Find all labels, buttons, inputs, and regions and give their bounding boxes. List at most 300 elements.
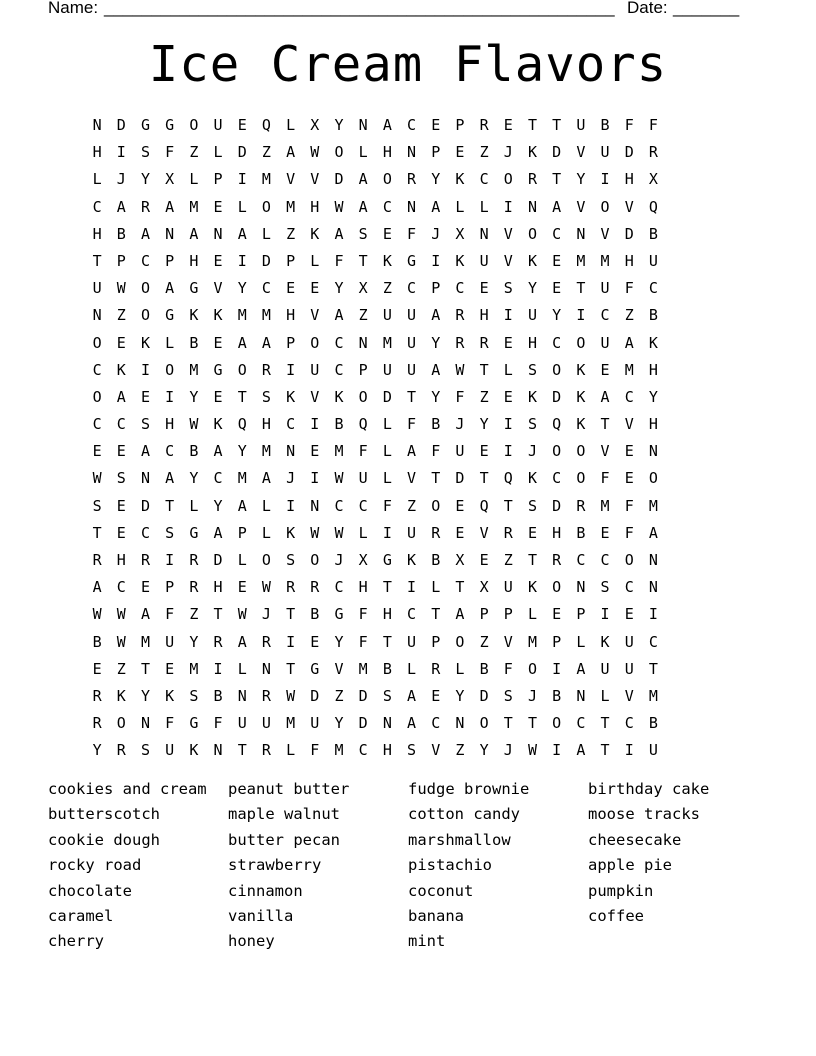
grid-letter: E — [503, 333, 513, 352]
grid-row — [85, 522, 666, 549]
grid-letter: A — [213, 523, 223, 542]
grid-row — [85, 739, 666, 766]
grid-letter: H — [648, 360, 658, 379]
grid-row — [85, 250, 666, 277]
grid-letter: E — [431, 686, 441, 705]
grid-letter: T — [286, 605, 296, 624]
word-bank-item: banana — [408, 906, 464, 925]
grid-letter: H — [189, 251, 199, 270]
grid-letter: A — [237, 496, 247, 515]
grid-letter: U — [455, 442, 465, 461]
word-bank-item: coconut — [408, 881, 474, 900]
grid-row — [85, 386, 666, 413]
grid-letter: R — [261, 632, 271, 651]
grid-letter: D — [624, 143, 634, 162]
grid-letter: G — [213, 360, 223, 379]
grid-letter: F — [358, 442, 368, 461]
grid-letter: P — [431, 632, 441, 651]
grid-letter: P — [358, 360, 368, 379]
grid-letter: A — [165, 469, 175, 488]
grid-letter: A — [407, 442, 417, 461]
grid-letter: F — [624, 279, 634, 298]
grid-letter: N — [576, 578, 586, 597]
grid-letter: U — [527, 306, 537, 325]
grid-letter: Y — [527, 279, 537, 298]
grid-letter: A — [286, 143, 296, 162]
grid-letter: M — [237, 306, 247, 325]
grid-letter: K — [576, 415, 586, 434]
grid-letter: X — [455, 224, 465, 243]
grid-letter: Y — [92, 741, 102, 760]
grid-letter: A — [576, 659, 586, 678]
grid-letter: I — [407, 578, 417, 597]
grid-letter: B — [600, 116, 610, 134]
grid-letter: A — [261, 469, 271, 488]
grid-letter: K — [407, 551, 417, 569]
grid-letter: O — [310, 551, 320, 569]
grid-letter: Z — [286, 224, 296, 243]
grid-letter: V — [479, 523, 489, 542]
grid-letter: H — [552, 523, 562, 542]
grid-letter: B — [213, 686, 223, 705]
grid-letter: I — [165, 551, 175, 569]
grid-letter: E — [286, 279, 296, 298]
grid-row — [85, 685, 666, 712]
grid-letter: W — [286, 686, 296, 705]
grid-letter: V — [407, 469, 417, 488]
grid-letter: P — [165, 251, 175, 270]
grid-letter: S — [286, 551, 296, 569]
grid-letter: R — [261, 686, 271, 705]
grid-letter: E — [140, 578, 150, 597]
grid-letter: E — [165, 659, 175, 678]
grid-letter: I — [552, 741, 562, 760]
grid-letter: G — [189, 523, 199, 542]
grid-letter: M — [286, 714, 296, 733]
grid-letter: A — [237, 224, 247, 243]
grid-letter: C — [600, 306, 610, 325]
grid-letter: Z — [455, 741, 465, 760]
grid-letter: C — [479, 170, 489, 189]
grid-letter: X — [455, 551, 465, 569]
grid-letter: T — [552, 116, 562, 134]
grid-letter: E — [455, 143, 465, 162]
grid-letter: E — [431, 116, 441, 134]
grid-letter: P — [552, 632, 562, 651]
grid-letter: E — [213, 197, 223, 216]
grid-letter: C — [334, 333, 344, 352]
grid-letter: Q — [261, 116, 271, 134]
grid-letter: G — [334, 605, 344, 624]
grid-letter: U — [261, 714, 271, 733]
grid-letter: L — [382, 442, 392, 461]
grid-letter: I — [165, 387, 175, 406]
grid-letter: C — [213, 469, 223, 488]
grid-letter: E — [552, 251, 562, 270]
grid-letter: E — [624, 442, 634, 461]
grid-letter: F — [624, 496, 634, 515]
grid-letter: L — [503, 360, 513, 379]
grid-letter: W — [116, 279, 126, 298]
grid-letter: C — [407, 116, 417, 134]
grid-letter: H — [213, 578, 223, 597]
word-bank-item: coffee — [588, 906, 644, 925]
grid-letter: T — [165, 496, 175, 515]
grid-letter: N — [648, 551, 658, 569]
word-bank-item: caramel — [48, 906, 114, 925]
grid-letter: L — [237, 197, 247, 216]
grid-letter: L — [431, 578, 441, 597]
word-bank-item: vanilla — [228, 906, 294, 925]
grid-letter: O — [334, 143, 344, 162]
grid-row — [85, 304, 666, 331]
word-bank-item: butter pecan — [228, 830, 340, 849]
grid-letter: Z — [382, 279, 392, 298]
grid-letter: I — [576, 306, 586, 325]
grid-letter: B — [648, 714, 658, 733]
grid-letter: Y — [479, 741, 489, 760]
grid-letter: I — [503, 197, 513, 216]
grid-row — [85, 413, 666, 440]
grid-letter: K — [213, 306, 223, 325]
grid-letter: F — [624, 523, 634, 542]
grid-letter: H — [624, 251, 634, 270]
grid-letter: E — [600, 360, 610, 379]
grid-letter: K — [648, 333, 658, 352]
grid-letter: T — [455, 578, 465, 597]
word-bank-item: peanut butter — [228, 780, 350, 798]
grid-letter: R — [261, 741, 271, 760]
grid-letter: I — [116, 143, 126, 162]
grid-letter: H — [382, 605, 392, 624]
grid-letter: O — [600, 197, 610, 216]
grid-letter: N — [213, 224, 223, 243]
word-bank-item: cookies and cream — [48, 780, 207, 798]
word-bank-item: cheesecake — [588, 830, 682, 849]
grid-letter: F — [310, 741, 320, 760]
grid-letter: I — [624, 741, 634, 760]
grid-letter: U — [310, 714, 320, 733]
grid-letter: E — [552, 279, 562, 298]
grid-letter: R — [479, 333, 489, 352]
grid-letter: K — [334, 387, 344, 406]
grid-letter: T — [527, 714, 537, 733]
grid-letter: V — [310, 170, 320, 189]
grid-letter: B — [116, 224, 126, 243]
grid-letter: O — [140, 279, 150, 298]
grid-letter: E — [455, 523, 465, 542]
grid-letter: R — [648, 143, 658, 162]
grid-letter: B — [189, 333, 199, 352]
grid-letter: D — [358, 686, 368, 705]
grid-letter: A — [431, 306, 441, 325]
grid-letter: H — [286, 306, 296, 325]
grid-letter: D — [237, 143, 247, 162]
grid-letter: Q — [503, 469, 513, 488]
grid-letter: F — [334, 251, 344, 270]
grid-letter: U — [407, 632, 417, 651]
grid-letter: C — [648, 279, 658, 298]
grid-letter: K — [527, 469, 537, 488]
grid-row — [85, 495, 666, 522]
grid-letter: E — [116, 442, 126, 461]
grid-letter: S — [358, 224, 368, 243]
grid-letter: W — [334, 197, 344, 216]
grid-letter: M — [261, 442, 271, 461]
grid-letter: E — [213, 387, 223, 406]
grid-letter: N — [213, 741, 223, 760]
grid-letter: F — [382, 496, 392, 515]
grid-letter: O — [479, 714, 489, 733]
grid-letter: L — [382, 469, 392, 488]
grid-letter: O — [503, 170, 513, 189]
grid-letter: Y — [431, 333, 441, 352]
grid-letter: U — [382, 360, 392, 379]
grid-row — [85, 603, 666, 630]
grid-letter: X — [358, 279, 368, 298]
grid-letter: U — [213, 116, 223, 134]
grid-letter: P — [455, 116, 465, 134]
grid-letter: A — [116, 197, 126, 216]
grid-letter: T — [286, 659, 296, 678]
grid-letter: A — [648, 523, 658, 542]
grid-letter: R — [261, 360, 271, 379]
grid-letter: N — [310, 496, 320, 515]
grid-letter: L — [382, 415, 392, 434]
grid-letter: U — [576, 116, 586, 134]
grid-letter: G — [407, 251, 417, 270]
grid-letter: W — [334, 469, 344, 488]
grid-letter: I — [503, 415, 513, 434]
grid-letter: D — [455, 469, 465, 488]
grid-letter: I — [431, 251, 441, 270]
grid-letter: P — [165, 578, 175, 597]
page-title: Ice Cream Flavors — [148, 36, 668, 93]
grid-letter: A — [552, 197, 562, 216]
word-bank-item: pistachio — [408, 856, 492, 875]
grid-letter: U — [237, 714, 247, 733]
date-label: Date: — [627, 0, 668, 17]
grid-letter: R — [455, 333, 465, 352]
grid-letter: O — [455, 632, 465, 651]
grid-letter: L — [407, 659, 417, 678]
grid-letter: I — [382, 523, 392, 542]
grid-letter: K — [189, 306, 199, 325]
grid-letter: K — [140, 333, 150, 352]
grid-row — [85, 223, 666, 250]
grid-letter: M — [334, 442, 344, 461]
grid-letter: L — [261, 523, 271, 542]
grid-letter: N — [358, 333, 368, 352]
grid-letter: I — [286, 360, 296, 379]
grid-letter: U — [92, 279, 102, 298]
grid-letter: C — [431, 714, 441, 733]
grid-letter: W — [92, 469, 102, 488]
grid-letter: V — [624, 415, 634, 434]
grid-letter: L — [310, 251, 320, 270]
grid-letter: O — [237, 360, 247, 379]
grid-letter: D — [624, 224, 634, 243]
grid-letter: R — [140, 551, 150, 569]
grid-letter: R — [407, 170, 417, 189]
grid-letter: C — [552, 333, 562, 352]
grid-letter: H — [116, 551, 126, 569]
grid-letter: T — [358, 251, 368, 270]
grid-letter: B — [552, 686, 562, 705]
grid-letter: S — [527, 360, 537, 379]
grid-letter: J — [527, 442, 537, 461]
grid-letter: C — [334, 578, 344, 597]
grid-letter: D — [382, 387, 392, 406]
grid-letter: E — [503, 116, 513, 134]
grid-letter: J — [431, 224, 441, 243]
grid-letter: T — [503, 714, 513, 733]
grid-row — [85, 467, 666, 494]
grid-letter: W — [116, 605, 126, 624]
grid-letter: V — [576, 143, 586, 162]
grid-row — [85, 114, 666, 141]
grid-letter: C — [624, 578, 634, 597]
grid-letter: C — [407, 279, 417, 298]
grid-letter: S — [407, 741, 417, 760]
grid-letter: N — [92, 306, 102, 325]
grid-letter: G — [189, 279, 199, 298]
grid-letter: T — [140, 659, 150, 678]
grid-letter: T — [237, 387, 247, 406]
grid-letter: E — [213, 251, 223, 270]
grid-letter: R — [213, 632, 223, 651]
grid-letter: R — [189, 578, 199, 597]
word-bank-item: maple walnut — [228, 805, 340, 824]
grid-letter: V — [310, 387, 320, 406]
grid-letter: T — [600, 714, 610, 733]
grid-letter: G — [140, 116, 150, 134]
grid-letter: O — [648, 469, 658, 488]
grid-letter: O — [92, 333, 102, 352]
grid-letter: L — [92, 170, 102, 189]
grid-letter: T — [407, 387, 417, 406]
grid-letter: Q — [358, 415, 368, 434]
grid-letter: C — [92, 415, 102, 434]
grid-letter: U — [407, 306, 417, 325]
grid-letter: P — [479, 605, 489, 624]
grid-letter: F — [407, 415, 417, 434]
grid-letter: Y — [189, 387, 199, 406]
grid-letter: S — [140, 415, 150, 434]
grid-letter: U — [479, 251, 489, 270]
grid-letter: H — [92, 143, 102, 162]
grid-letter: Y — [189, 469, 199, 488]
grid-letter: J — [503, 741, 513, 760]
grid-letter: M — [334, 741, 344, 760]
grid-letter: C — [576, 714, 586, 733]
grid-letter: Y — [334, 116, 344, 134]
word-bank-item: strawberry — [228, 856, 322, 875]
grid-letter: F — [648, 116, 658, 134]
grid-letter: T — [527, 116, 537, 134]
grid-letter: Z — [503, 551, 513, 569]
grid-letter: E — [455, 496, 465, 515]
grid-row — [85, 576, 666, 603]
grid-letter: C — [382, 197, 392, 216]
grid-letter: A — [358, 197, 368, 216]
grid-letter: I — [552, 659, 562, 678]
grid-letter: T — [382, 632, 392, 651]
name-blank-line: ______________________________________________________ — [104, 0, 615, 17]
grid-letter: U — [624, 632, 634, 651]
grid-letter: D — [552, 387, 562, 406]
grid-letter: V — [624, 197, 634, 216]
grid-letter: P — [431, 279, 441, 298]
grid-letter: A — [358, 170, 368, 189]
grid-letter: Y — [334, 714, 344, 733]
grid-letter: A — [431, 197, 441, 216]
word-bank-item: rocky road — [48, 856, 142, 875]
grid-letter: E — [237, 116, 247, 134]
grid-letter: A — [455, 605, 465, 624]
grid-letter: U — [624, 659, 634, 678]
grid-letter: B — [431, 551, 441, 569]
grid-letter: O — [140, 306, 150, 325]
grid-letter: C — [140, 251, 150, 270]
grid-letter: D — [213, 551, 223, 569]
grid-letter: N — [455, 714, 465, 733]
grid-letter: C — [116, 578, 126, 597]
grid-letter: Z — [479, 387, 489, 406]
grid-letter: R — [431, 659, 441, 678]
grid-letter: K — [116, 686, 126, 705]
grid-letter: C — [261, 279, 271, 298]
grid-letter: N — [92, 116, 102, 134]
grid-letter: J — [116, 170, 126, 189]
grid-letter: S — [165, 523, 175, 542]
grid-letter: S — [140, 143, 150, 162]
grid-letter: Q — [479, 496, 489, 515]
grid-letter: H — [382, 143, 392, 162]
grid-letter: U — [310, 360, 320, 379]
grid-letter: G — [189, 714, 199, 733]
grid-letter: N — [527, 197, 537, 216]
grid-letter: K — [527, 578, 537, 597]
grid-letter: F — [407, 224, 417, 243]
grid-letter: C — [92, 360, 102, 379]
grid-letter: U — [648, 741, 658, 760]
grid-letter: N — [576, 224, 586, 243]
grid-letter: I — [237, 170, 247, 189]
grid-letter: V — [576, 197, 586, 216]
grid-letter: R — [92, 551, 102, 569]
grid-letter: L — [286, 741, 296, 760]
grid-letter: C — [92, 197, 102, 216]
grid-letter: M — [140, 632, 150, 651]
grid-letter: Y — [140, 170, 150, 189]
grid-letter: E — [479, 442, 489, 461]
grid-letter: K — [286, 387, 296, 406]
word-bank-item: pumpkin — [588, 881, 654, 900]
grid-letter: F — [455, 387, 465, 406]
grid-letter: Z — [261, 143, 271, 162]
grid-letter: D — [479, 686, 489, 705]
grid-letter: R — [286, 578, 296, 597]
grid-letter: L — [165, 333, 175, 352]
grid-letter: B — [382, 659, 392, 678]
grid-letter: E — [382, 224, 392, 243]
grid-letter: V — [503, 632, 513, 651]
grid-letter: I — [140, 360, 150, 379]
grid-letter: A — [576, 741, 586, 760]
word-bank-item: butterscotch — [48, 805, 160, 824]
grid-letter: O — [576, 442, 586, 461]
